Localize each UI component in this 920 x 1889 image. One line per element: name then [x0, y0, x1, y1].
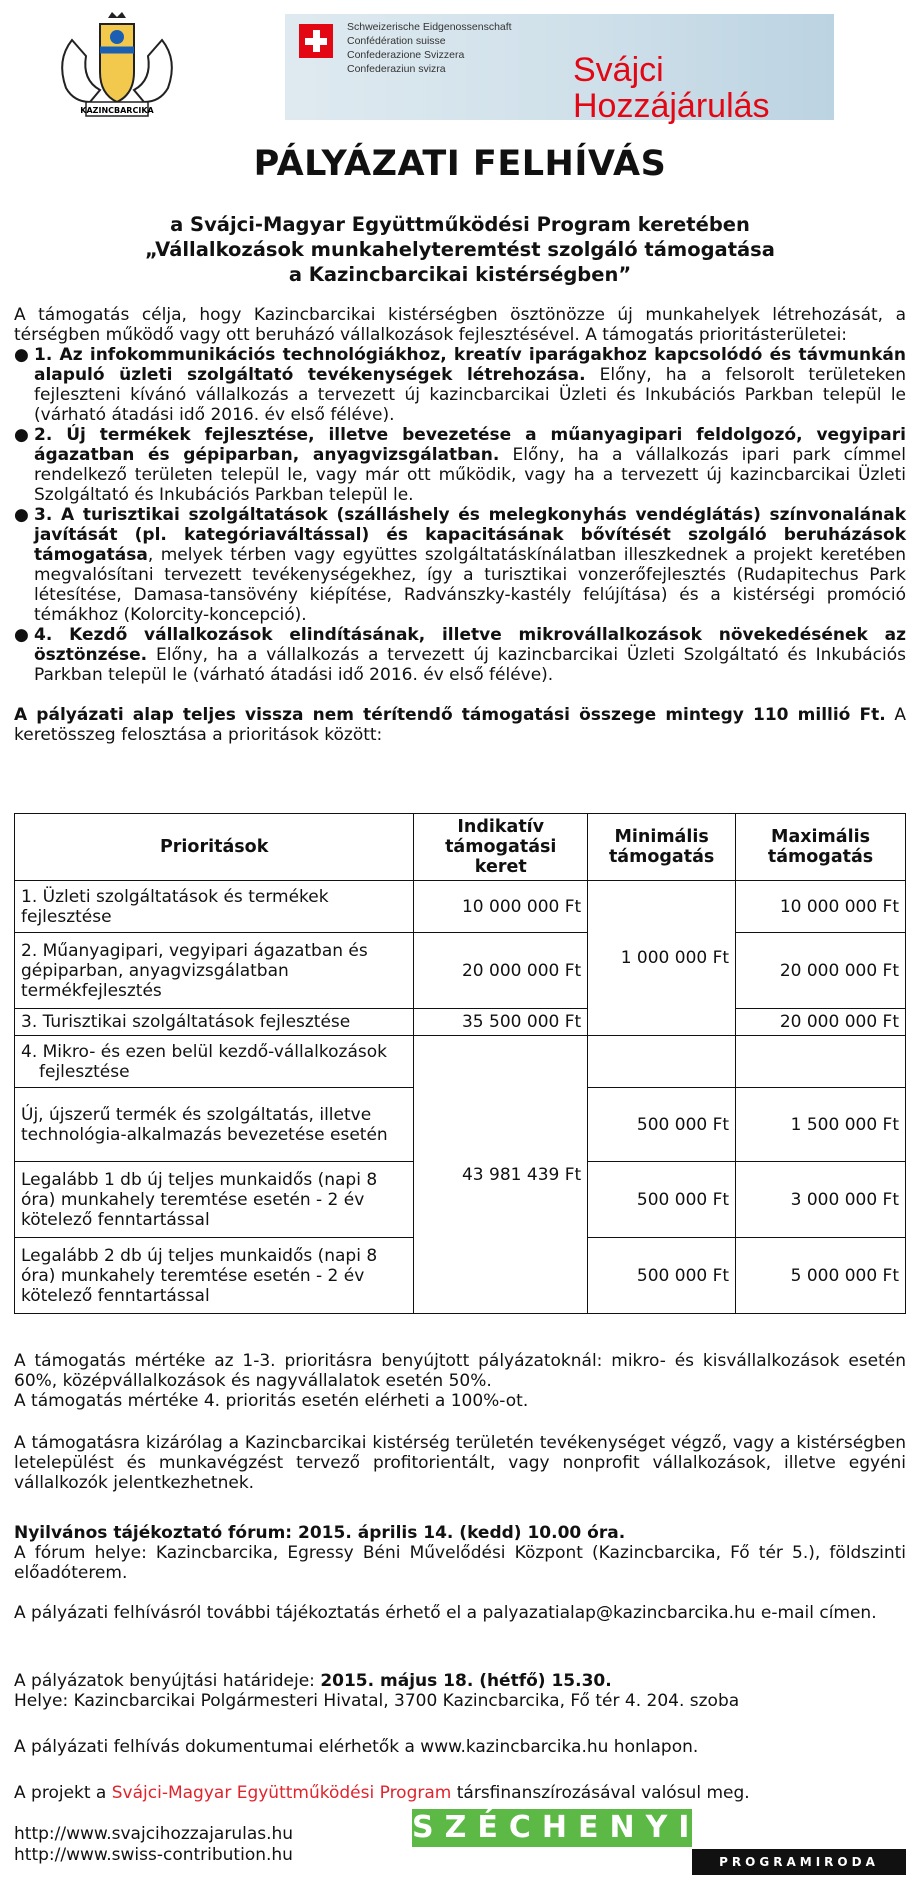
swiss-confederation-names: [347, 20, 512, 76]
row-4-min-empty: [588, 1036, 736, 1088]
priority-3-heading: 3. A turisztikai szolgáltatások (szálláshely és melegkonyhás vendéglátás) színvonalának javítását (pl. kategóriaváltással) és kapacitásának bővítését szolgáló beruházások támogatása: [34, 505, 906, 565]
bullet-icon: ●: [14, 625, 29, 645]
row-4c-name: Legalább 2 db új teljes munkaidős (napi 8 óra) munkahely teremtése esetén - 2 év kötelező fenntartással: [15, 1238, 414, 1314]
url-swiss-contribution[interactable]: http://www.swiss-contribution.hu: [14, 1845, 293, 1865]
swiss-contribution-banner: [285, 14, 834, 125]
swiss-flag-icon: [299, 24, 333, 58]
page-title: PÁLYÁZATI FELHÍVÁS: [253, 144, 667, 184]
table-header-row: [15, 814, 906, 881]
swiss-name-fr: Confédération suisse: [347, 35, 446, 47]
documents-block: [14, 1737, 906, 1757]
row-1-max: 10 000 000 Ft: [736, 881, 906, 933]
table-row: [15, 1009, 906, 1036]
szechenyi-logo: SZÉCHENYI: [412, 1810, 701, 1845]
col-header-minimum: Minimális támogatás: [588, 814, 736, 881]
budget-total: A pályázati alap teljes vissza nem térítendő támogatási összege mintegy 110 millió Ft.: [14, 705, 886, 725]
support-rate-4: A támogatás mértéke 4. prioritás esetén elérheti a 100%-ot.: [14, 1391, 529, 1411]
swiss-name-de: Schweizerische Eidgenossenschaft: [347, 21, 512, 33]
eligibility-paragraph: A támogatásra kizárólag a Kazincbarcikai kistérség területén tevékenységet végző, vagy a kistérségben letelepülést és munkavégzést tervező profitorientált, vagy nonprofit vállalkozások, illetve egyéni vállalkozók jelentkezhetnek.: [14, 1433, 906, 1493]
website-links: [14, 1824, 293, 1866]
row-3-name: 3. Turisztikai szolgáltatások fejlesztése: [15, 1009, 414, 1036]
swiss-brand-line2: Hozzájárulás: [573, 87, 770, 125]
row-4c-min: 500 000 Ft: [588, 1238, 736, 1314]
bullet-icon: ●: [14, 345, 29, 365]
priority-2-heading: 2. Új termékek fejlesztése, illetve bevezetése a műanyagipari feldolgozó, vegyipari ágazatban és gépiparban, anyagvizsgálatban.: [34, 425, 906, 465]
swiss-name-it: Confederazione Svizzera: [347, 49, 465, 61]
budget-paragraph: [14, 705, 906, 745]
priority-4-heading: 4. Kezdő vállalkozások elindításának, illetve mikrovállalkozások növekedésének az ösztönzése.: [34, 625, 906, 665]
table-row: [15, 933, 906, 1009]
row-4b-max: 3 000 000 Ft: [736, 1162, 906, 1238]
col-header-priorities: Prioritások: [15, 814, 414, 881]
main-body: [14, 305, 906, 745]
support-rate-block: [14, 1351, 906, 1411]
deadline-label: A pályázatok benyújtási határideje:: [14, 1671, 321, 1691]
forum-block: [14, 1523, 906, 1583]
table-row: [15, 881, 906, 933]
bullet-icon: ●: [14, 425, 29, 445]
priority-item-1: [14, 345, 906, 425]
deadline-place: Helye: Kazincbarcikai Polgármesteri Hivatal, 3700 Kazincbarcika, Fő tér 4. 204. szoba: [14, 1691, 740, 1711]
priority-item-3: [14, 505, 906, 625]
info-block: [14, 1603, 906, 1623]
project-text-a: A projekt a: [14, 1783, 112, 1803]
info-paragraph: A pályázati felhívásról további tájékoztatás érhető el a palyazatialap@kazincbarcika.hu e-mail címen.: [14, 1603, 877, 1623]
forum-heading: Nyilvános tájékoztató fórum: 2015. április 14. (kedd) 10.00 óra.: [14, 1523, 626, 1543]
row-4-frame: 43 981 439 Ft: [414, 1036, 588, 1314]
documents-paragraph: A pályázati felhívás dokumentumai elérhetők a www.kazincbarcika.hu honlapon.: [14, 1737, 699, 1757]
swiss-name-rm: Confederaziun svizra: [347, 63, 446, 75]
support-rate-1-3: A támogatás mértéke az 1-3. prioritásra benyújtott pályázatoknál: mikro- és kisvállalkozások esetén 60%, középvállalkozások és nagyvállalatok esetén 50%.: [14, 1351, 906, 1391]
project-funding-block: [14, 1783, 906, 1803]
row-4b-name: Legalább 1 db új teljes munkaidős (napi 8 óra) munkahely teremtése esetén - 2 év kötelező fenntartással: [15, 1162, 414, 1238]
eligibility-block: [14, 1433, 906, 1493]
col-header-maximum: Maximális támogatás: [736, 814, 906, 881]
priority-4-text: Előny, ha a vállalkozás a tervezett új kazincbarcikai Üzleti Szolgáltató és Inkubációs Parkban települ le (várható átadási idő 2016. év első féléve).: [34, 645, 906, 685]
budget-text: A keretösszeg felosztása a prioritások között:: [14, 705, 906, 745]
url-svajcihozzajarulas[interactable]: http://www.svajcihozzajarulas.hu: [14, 1824, 294, 1844]
row-2-frame: 20 000 000 Ft: [414, 933, 588, 1009]
row-4-name: 4. Mikro- és ezen belül kezdő-vállalkozások fejlesztése: [15, 1036, 414, 1088]
allocation-table: [14, 813, 906, 1314]
row-2-max: 20 000 000 Ft: [736, 933, 906, 1009]
intro-paragraph: A támogatás célja, hogy Kazincbarcikai kistérségben ösztönözze új munkahelyek létrehozását, a térségben működő vagy ott beruházó vállalkozások fejlesztésével. A támogatás prioritásterületei:: [14, 305, 906, 345]
priority-2-text: Előny, ha a vállalkozás ipari park címmel rendelkező területen települ le, vagy már ott működik, vagy ha a tervezett új kazincbarcikai Üzleti Szolgáltató és Inkubációs Parkban települ le.: [34, 445, 906, 505]
row-4a-min: 500 000 Ft: [588, 1088, 736, 1162]
priority-1-heading: 1. Az infokommunikációs technológiákhoz, kreatív iparágakhoz kapcsolódó és távmunkán alapuló üzleti szolgáltató tevékenységek létrehozása.: [34, 345, 906, 385]
row-4a-name: Új, újszerű termék és szolgáltatás, illetve technológia-alkalmazás bevezetése esetén: [15, 1088, 414, 1162]
subtitle-line-2: „Vállalkozások munkahelyteremtést szolgáló támogatása: [145, 238, 775, 261]
forum-place: A fórum helye: Kazincbarcika, Egressy Béni Művelődési Központ (Kazincbarcika, Fő tér 5.), földszinti előadóterem.: [14, 1543, 906, 1583]
row-1-name: 1. Üzleti szolgáltatások és termékek fejlesztése: [15, 881, 414, 933]
row-2-name: 2. Műanyagipari, vegyipari ágazatban és gépiparban, anyagvizsgálatban termékfejlesztés: [15, 933, 414, 1009]
row-4b-min: 500 000 Ft: [588, 1162, 736, 1238]
program-name-link[interactable]: Svájci-Magyar Együttműködési Program: [111, 1783, 452, 1803]
coat-of-arms-logo: [42, 10, 192, 122]
subtitle-line-1: a Svájci-Magyar Együttműködési Program keretében: [170, 213, 750, 236]
subtitle-line-3: a Kazincbarcikai kistérségben”: [288, 263, 632, 286]
bullet-icon: ●: [14, 505, 29, 525]
table-row: [15, 1036, 906, 1088]
row-4a-max: 1 500 000 Ft: [736, 1088, 906, 1162]
row-3-frame: 35 500 000 Ft: [414, 1009, 588, 1036]
swiss-brand-line1: Svájci: [573, 51, 664, 89]
crest-caption: KAZINCBARCIKA: [80, 106, 154, 115]
priority-3-text: , melyek térben vagy együttes szolgáltatáskínálatban illeszkednek a projekt keretében megvalósítani tervezett tevékenységekhez, így a turisztikai vonzerőfejlesztés (Rudapitechus Park létesítése, Damasa-tansövény kiépítése, Radvánszky-kastély felújítása) és a kistérségi promóció témákhoz (Kolorcity-koncepció).: [34, 545, 906, 625]
priority-item-2: [14, 425, 906, 505]
swiss-brand-text: [573, 52, 770, 124]
deadline-date: 2015. május 18. (hétfő) 15.30.: [320, 1671, 612, 1691]
col-header-indicative-frame: Indikatív támogatási keret: [414, 814, 588, 881]
project-text-b: társfinanszírozásával valósul meg.: [451, 1783, 750, 1803]
page-subtitle: [0, 212, 920, 287]
priority-item-4: [14, 625, 906, 685]
row-4-max-empty: [736, 1036, 906, 1088]
row-4c-max: 5 000 000 Ft: [736, 1238, 906, 1314]
deadline-block: [14, 1671, 906, 1711]
row-3-max: 20 000 000 Ft: [736, 1009, 906, 1036]
min-support-1-3: 1 000 000 Ft: [588, 881, 736, 1036]
row-1-frame: 10 000 000 Ft: [414, 881, 588, 933]
programiroda-logo: PROGRAMIRODA: [692, 1849, 906, 1875]
priority-1-text: Előny, ha a felsorolt területeken fejleszteni kívánó vállalkozás a tervezett új kazincbarcikai Üzleti és Inkubációs Parkban települ le (várható átadási idő 2016. év első féléve).: [34, 365, 906, 425]
